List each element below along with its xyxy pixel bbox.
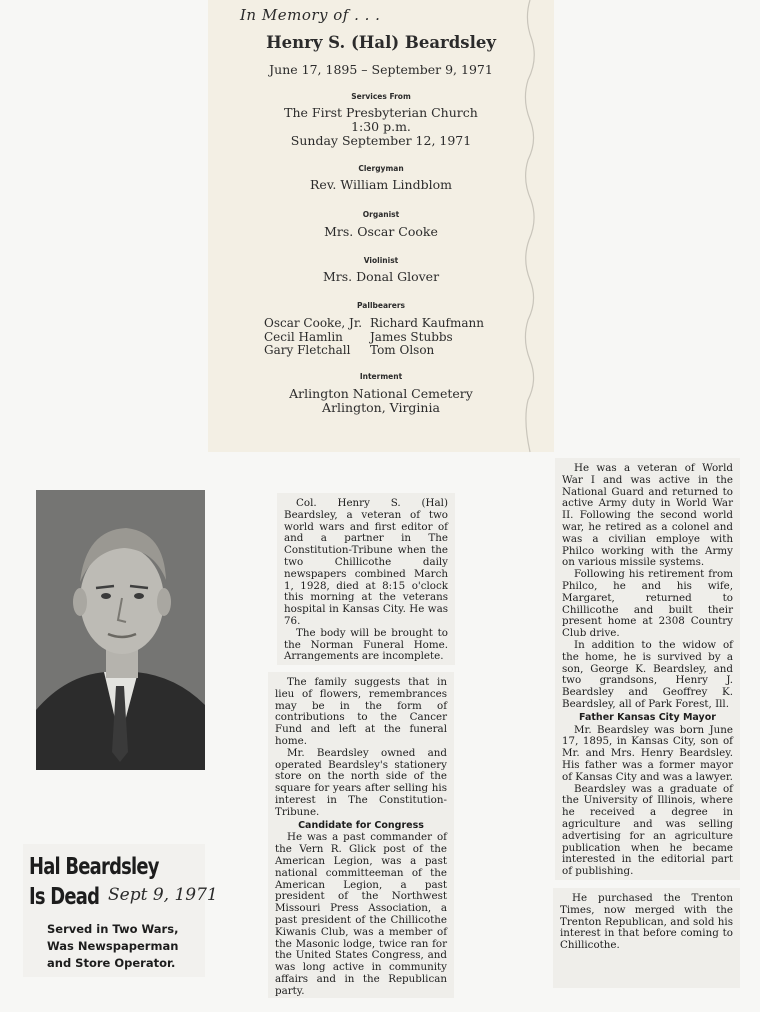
portrait-illustration: [36, 490, 205, 770]
card-interment-label: Interment: [359, 372, 403, 381]
card-clergyman: Rev. William Lindblom: [310, 177, 452, 192]
pallbearer-name: Tom Olson: [370, 343, 435, 357]
card-interment-cemetery: Arlington National Cemetery: [289, 386, 473, 401]
card-life-dates: June 17, 1895 – September 9, 1971: [269, 62, 493, 77]
article-subhead: Father Kansas City Mayor: [579, 711, 716, 723]
article-paragraph: In addition to the widow of the home, he is survived by a son, George K. Beardsley, and two grandsons, Henry J. Beardsley and Geoffrey K. Beardsley, all of Park Forest, Ill.: [562, 638, 733, 710]
handwritten-date: Sept 9, 1971: [108, 885, 218, 905]
pallbearer-name: Gary Fletchall: [264, 343, 351, 357]
pallbearer-name: Richard Kaufmann: [370, 316, 484, 330]
pallbearer-name: Cecil Hamlin: [264, 329, 343, 344]
article-paragraph: Following his retirement from Philco, he and his wife, Margaret, returned to Chillicothe and built their present home at 2308 Country Club drive.: [562, 568, 733, 640]
card-memory-heading: In Memory of . . .: [240, 6, 381, 24]
headline-clipping: [23, 844, 218, 977]
subheadline-2: Was Newspaperman: [47, 939, 179, 953]
card-violinist-label: Violinist: [363, 256, 399, 265]
pallbearers-left-column: [264, 317, 362, 358]
headline-line-1: Hal Beardsley: [29, 854, 159, 880]
article-clipping-4: [553, 888, 740, 988]
article-paragraph: Col. Henry S. (Hal) Beardsley, a veteran of two world wars and first editor of and a partner in The Constitution-Tribune when the two Chillicothe daily newspapers combined March 1, 1928, died at 8:15 o'clock this morning at the veterans hospital in Kansas City. He was 76.: [284, 497, 448, 627]
article-clipping-1: [277, 493, 455, 665]
article-paragraph: Mr. Beardsley owned and operated Beardsley's stationery store on the north side of the square for years after selling his interest in The Constitution-Tribune.: [275, 746, 447, 818]
card-violinist: Mrs. Donal Glover: [322, 269, 440, 284]
portrait-photo: [36, 490, 205, 770]
article-subhead: Candidate for Congress: [298, 819, 424, 831]
card-organist-label: Organist: [362, 210, 400, 219]
article-clipping-3: [555, 458, 740, 880]
article-paragraph: The body will be brought to the Norman Funeral Home. Arrangements are incomplete.: [284, 626, 448, 663]
card-organist: Mrs. Oscar Cooke: [324, 224, 438, 239]
card-clergyman-label: Clergyman: [358, 164, 404, 173]
card-services-church: The First Presbyterian Church: [284, 105, 478, 120]
article-clipping-2: [268, 672, 454, 998]
card-interment-city: Arlington, Virginia: [322, 400, 440, 415]
card-services-label: Services From: [351, 92, 411, 101]
subheadline-3: and Store Operator.: [47, 956, 176, 970]
card-deckle-edge: [512, 0, 542, 452]
headline-line-2: Is Dead: [29, 884, 100, 910]
pallbearers-right-column: [370, 317, 484, 358]
pallbearer-name: Oscar Cooke, Jr.: [264, 316, 363, 330]
article-paragraph: The family suggests that in lieu of flowers, remembrances may be in the form of contributions to the Cancer Fund and left at the funeral home.: [275, 676, 447, 747]
article-paragraph: Mr. Beardsley was born June 17, 1895, in Kansas City, son of Mr. and Mrs. Henry Beardsley. His father was a former mayor of Kansas City and was a lawyer.: [562, 723, 733, 783]
funeral-card: [208, 0, 554, 452]
article-paragraph: He was a past commander of the Vern R. Glick post of the American Legion, was a past national committeeman of the American Legion, a past president of the Northwest Missouri Press Association, a past president of the Chillicothe Kiwanis Club, was a member of the Masonic lodge, twice ran for the United States Congress, and was long active in community affairs and in the Republican party.: [275, 831, 447, 997]
subheadline-1: Served in Two Wars,: [47, 922, 179, 936]
card-services-time: 1:30 p.m.: [351, 119, 411, 134]
article-paragraph: Beardsley was a graduate of the University of Illinois, where he received a degree in agriculture and was selling advertising for an agriculture publication when he became interested in the editorial part of publishing.: [562, 782, 733, 878]
pallbearer-name: James Stubbs: [370, 329, 453, 344]
article-paragraph: He was a veteran of World War I and was active in the National Guard and returned to active Army duty in World War II. Following the second world war, he retired as a colonel and was a civilian employe with Philco working with the Army on various missile systems.: [562, 462, 733, 569]
card-services-date: Sunday September 12, 1971: [290, 133, 472, 148]
card-pallbearers-label: Pallbearers: [357, 301, 405, 310]
article-paragraph: He purchased the Trenton Times, now merged with the Trenton Republican, and sold his interest in that before coming to Chillicothe.: [560, 892, 733, 952]
card-deceased-name: Henry S. (Hal) Beardsley: [266, 33, 496, 52]
